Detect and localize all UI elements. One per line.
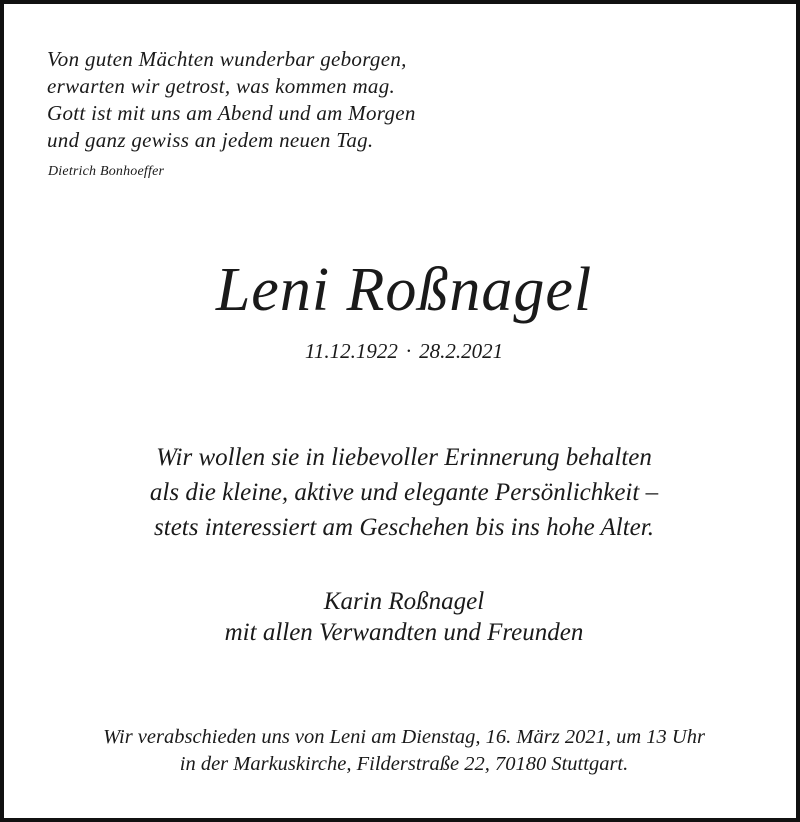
life-dates bbox=[4, 338, 800, 364]
signers bbox=[4, 586, 800, 648]
deceased-name: Leni Roßnagel bbox=[215, 256, 593, 324]
memory-line: Wir wollen sie in liebevoller Erinnerung behalten bbox=[156, 444, 652, 471]
poem-author: Dietrich Bonhoeffer bbox=[48, 164, 165, 179]
bonhoeffer-poem bbox=[47, 46, 416, 154]
birth-date: 11.12.1922 bbox=[304, 339, 398, 363]
poem-line: und ganz gewiss an jedem neuen Tag. bbox=[47, 128, 374, 152]
death-date: 28.2.2021 bbox=[419, 339, 504, 363]
poem-line: Gott ist mit uns am Abend und am Morgen bbox=[47, 101, 416, 125]
service-line: in der Markuskirche, Filderstraße 22, 70180 Stuttgart. bbox=[179, 753, 629, 775]
service-line: Wir verabschieden uns von Leni am Dienstag, 16. März 2021, um 13 Uhr bbox=[103, 726, 705, 748]
signer-line: mit allen Verwandten und Freunden bbox=[224, 619, 584, 646]
memory-line: als die kleine, aktive und elegante Persönlichkeit – bbox=[149, 479, 659, 506]
poem-line: Von guten Mächten wunderbar geborgen, bbox=[47, 47, 407, 71]
memory-text bbox=[4, 440, 800, 545]
memory-line: stets interessiert am Geschehen bis ins hohe Alter. bbox=[154, 514, 654, 541]
poem-line: erwarten wir getrost, was kommen mag. bbox=[47, 74, 396, 98]
funeral-service-info bbox=[4, 724, 800, 778]
signer-line: Karin Roßnagel bbox=[323, 588, 485, 615]
date-separator: · bbox=[405, 339, 412, 363]
